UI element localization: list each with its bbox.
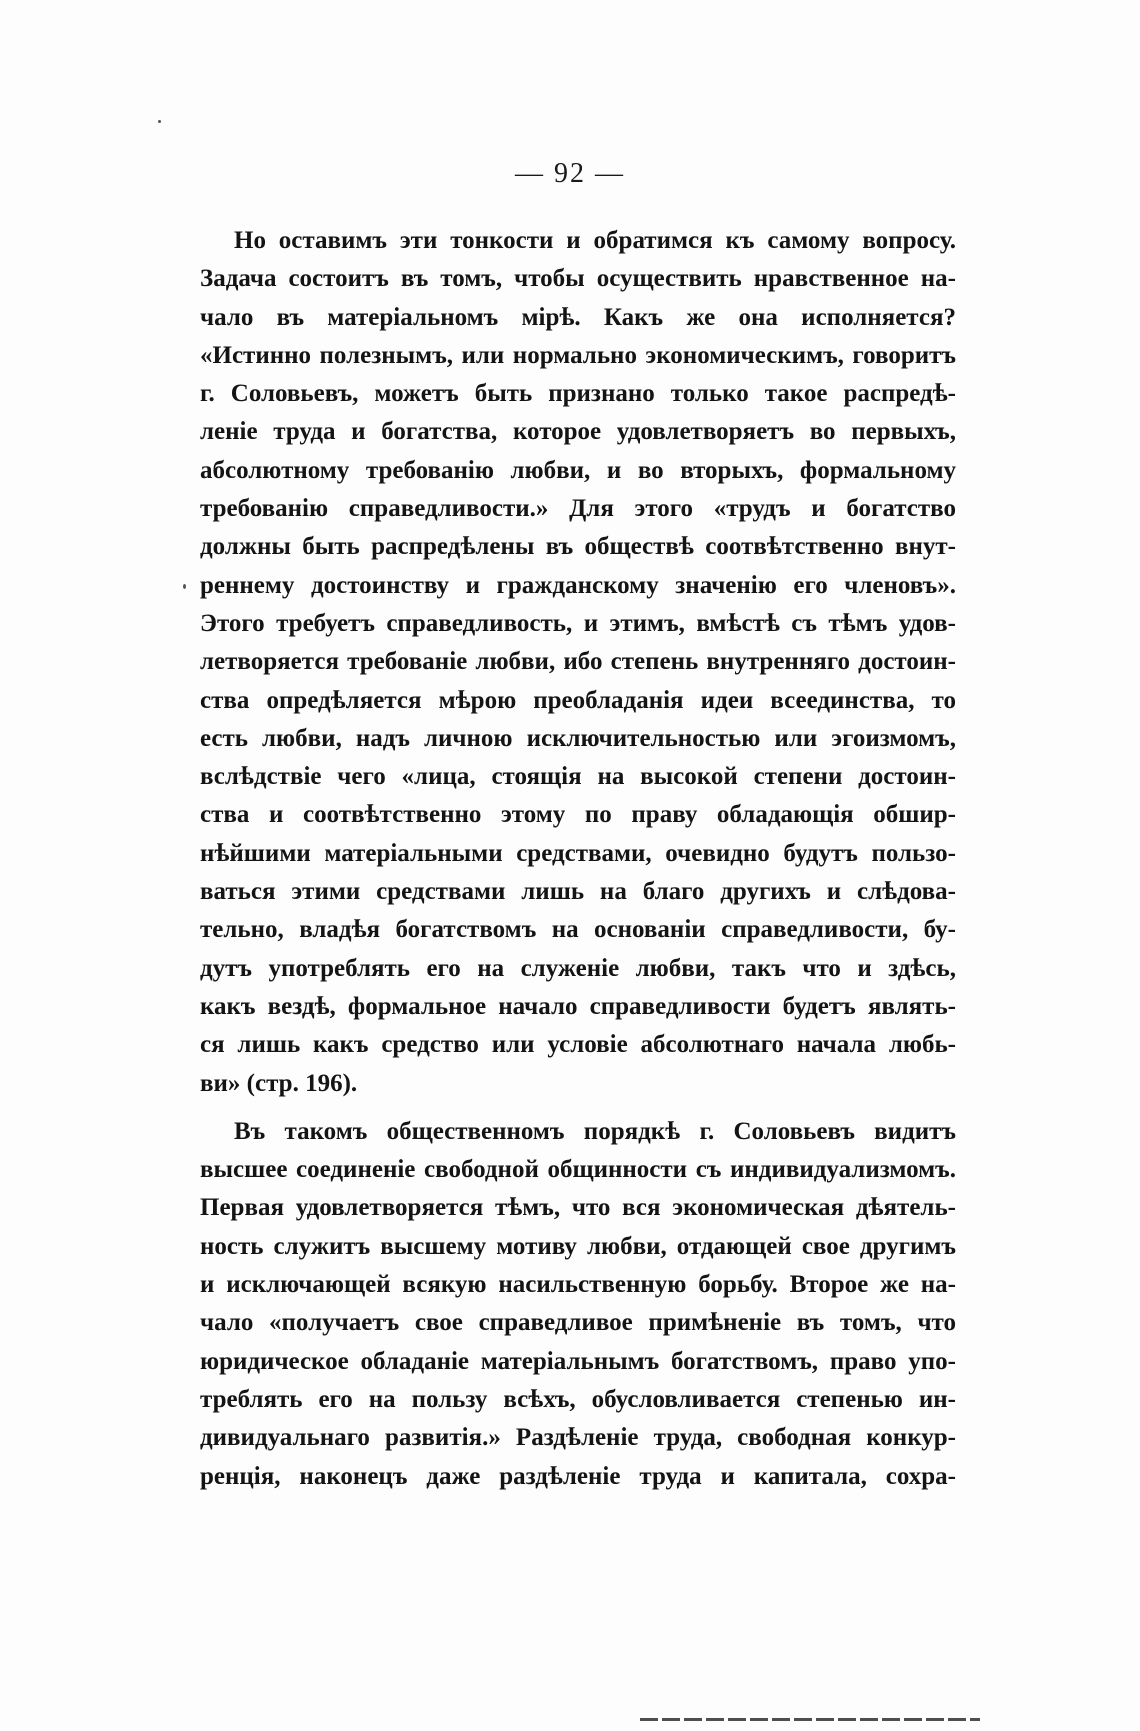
- text-line: «Истинно полезнымъ, или нормально экономическимъ, говоритъ: [200, 341, 956, 369]
- text-line: юридическое обладаніе матеріальнымъ богатствомъ, право упо-: [200, 1347, 956, 1375]
- paragraph-2: [200, 1113, 956, 1496]
- text-line: ренція, наконецъ даже раздѣленіе труда и капитала, сохра-: [200, 1462, 956, 1490]
- scan-speck: [158, 120, 161, 123]
- text-line: абсолютному требованію любви, и во вторыхъ, формальному: [200, 456, 956, 484]
- text-line: вслѣдствіе чего «лица, стоящія на высокой степени достоин-: [200, 763, 956, 791]
- text-line: г. Соловьевъ, можетъ быть признано только такое распредѣ-: [200, 380, 956, 408]
- text-line: высшее соединеніе свободной общинности съ индивидуализмомъ.: [200, 1156, 956, 1184]
- paragraph-gap: [200, 1103, 956, 1113]
- text-line: треблять его на пользу всѣхъ, обусловливается степенью ин-: [200, 1385, 956, 1413]
- text-line: ваться этими средствами лишь на благо другихъ и слѣдова-: [200, 878, 956, 906]
- text-line: дутъ употреблять его на служеніе любви, такъ что и здѣсь,: [200, 954, 956, 982]
- text-line: нѣйшими матеріальными средствами, очевидно будутъ пользо-: [200, 839, 956, 867]
- text-line: Въ такомъ общественномъ порядкѣ г. Соловьевъ видитъ: [234, 1117, 956, 1145]
- text-line: и исключающей всякую насильственную борьбу. Второе же на-: [200, 1271, 956, 1299]
- text-line: требованію справедливости.» Для этого «трудъ и богатство: [200, 495, 956, 523]
- text-line: Но оставимъ эти тонкости и обратимся къ самому вопросу.: [234, 227, 956, 254]
- text-line: реннему достоинству и гражданскому значенію его членовъ».: [200, 571, 956, 599]
- text-line: леніе труда и богатства, которое удовлетворяетъ во первыхъ,: [200, 418, 956, 446]
- text-line: Задача состоитъ въ томъ, чтобы осуществить нравственное на-: [200, 265, 956, 293]
- text-line: дивидуальнаго развитія.» Раздѣленіе труда, свободная конкур-: [200, 1424, 956, 1452]
- text-line: Этого требуетъ справедливость, и этимъ, вмѣстѣ съ тѣмъ удов-: [200, 609, 956, 637]
- text-line: должны быть распредѣлены въ обществѣ соотвѣтственно внут-: [200, 533, 956, 561]
- scan-speck: [183, 584, 186, 589]
- text-line: ся лишь какъ средство или условіе абсолютнаго начала любь-: [200, 1031, 956, 1059]
- page-number: — 92 —: [515, 158, 625, 189]
- scan-edge-rule: [640, 1718, 980, 1721]
- text-line: летворяется требованіе любви, ибо степень внутренняго достоин-: [200, 648, 956, 676]
- text-line: чало въ матеріальномъ мірѣ. Какъ же она исполняется?: [200, 303, 956, 331]
- text-line: Первая удовлетворяется тѣмъ, что вся экономическая дѣятель-: [200, 1194, 956, 1222]
- text-line: ства опредѣляется мѣрою преобладанія идеи всеединства, то: [200, 686, 956, 714]
- text-line: чало «получаетъ свое справедливое примѣненіе въ томъ, что: [200, 1309, 956, 1337]
- body-text: [200, 222, 956, 1496]
- text-line: ность служитъ высшему мотиву любви, отдающей свое другимъ: [200, 1232, 956, 1260]
- text-line: тельно, владѣя богатствомъ на основаніи справедливости, бу-: [200, 916, 956, 944]
- text-line: какъ вездѣ, формальное начало справедливости будетъ являть-: [200, 992, 956, 1020]
- text-line: ви» (стр. 196).: [200, 1069, 358, 1097]
- paragraph-1: [200, 222, 956, 1103]
- text-line: есть любви, надъ личною исключительностью или эгоизмомъ,: [200, 724, 956, 752]
- text-line: ства и соотвѣтственно этому по праву обладающія обшир-: [200, 801, 956, 829]
